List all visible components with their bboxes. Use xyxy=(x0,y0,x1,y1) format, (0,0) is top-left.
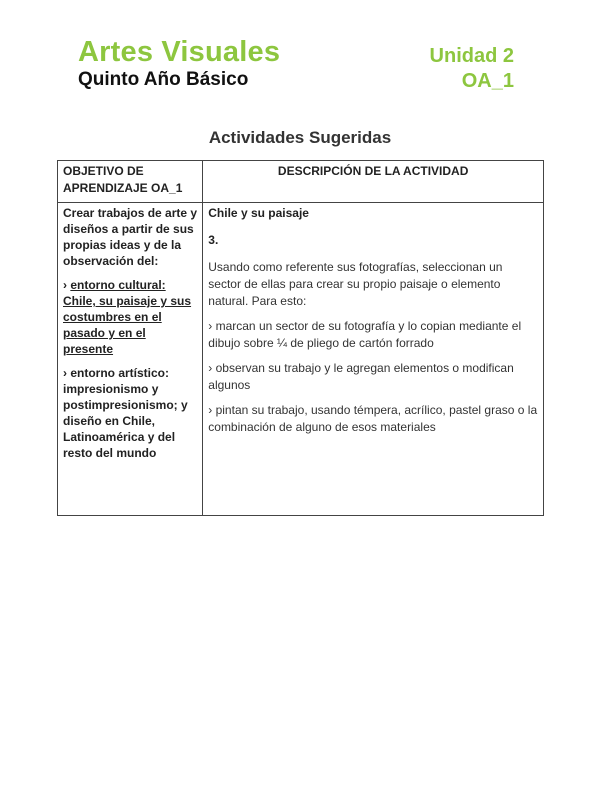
activity-number: 3. xyxy=(208,233,219,247)
objective-item-artistic: › entorno artístico: impresionismo y postimpresionismo; y diseño en Chile, Latinoamérica y del resto del mundo xyxy=(63,366,188,460)
oa-label: OA_1 xyxy=(461,70,514,92)
objective-item-cultural-text: entorno cultural: Chile, su paisaje y sus costumbres en el pasado y en el presente xyxy=(63,278,192,356)
unit-label: Unidad 2 xyxy=(429,45,514,67)
objective-intro: Crear trabajos de arte y diseños a partir de sus propias ideas y de la observación del: xyxy=(63,206,198,268)
grade-subtitle: Quinto Año Básico xyxy=(78,69,249,90)
table-row xyxy=(58,203,544,516)
description-cell xyxy=(203,203,544,516)
description-header: DESCRIPCIÓN DE LA ACTIVIDAD xyxy=(203,161,544,203)
subject-title: Artes Visuales xyxy=(78,36,281,68)
page-header-right xyxy=(430,44,514,94)
objective-item-cultural xyxy=(63,277,197,357)
objective-header: OBJETIVO DE APRENDIZAJE OA_1 xyxy=(58,161,203,203)
page-header-left xyxy=(78,36,280,92)
activity-table xyxy=(57,160,544,516)
activity-intro: Usando como referente sus fotografías, seleccionan un sector de ellas para crear su propio paisaje o elemento natural. Para esto: xyxy=(208,260,503,308)
table-header-row xyxy=(58,161,544,203)
objective-cell xyxy=(58,203,203,516)
activity-step: › pintan su trabajo, usando témpera, acrílico, pastel graso o la combinación de alguno de esos materiales xyxy=(208,403,538,434)
activity-step: › observan su trabajo y le agregan elementos o modifican algunos xyxy=(208,361,514,392)
activity-title: Chile y su paisaje xyxy=(208,206,309,220)
bullet-marker: › xyxy=(63,278,71,292)
section-title: Actividades Sugeridas xyxy=(208,128,392,147)
activity-step: › marcan un sector de su fotografía y lo copian mediante el dibujo sobre ¼ de pliego de cartón forrado xyxy=(208,319,522,350)
